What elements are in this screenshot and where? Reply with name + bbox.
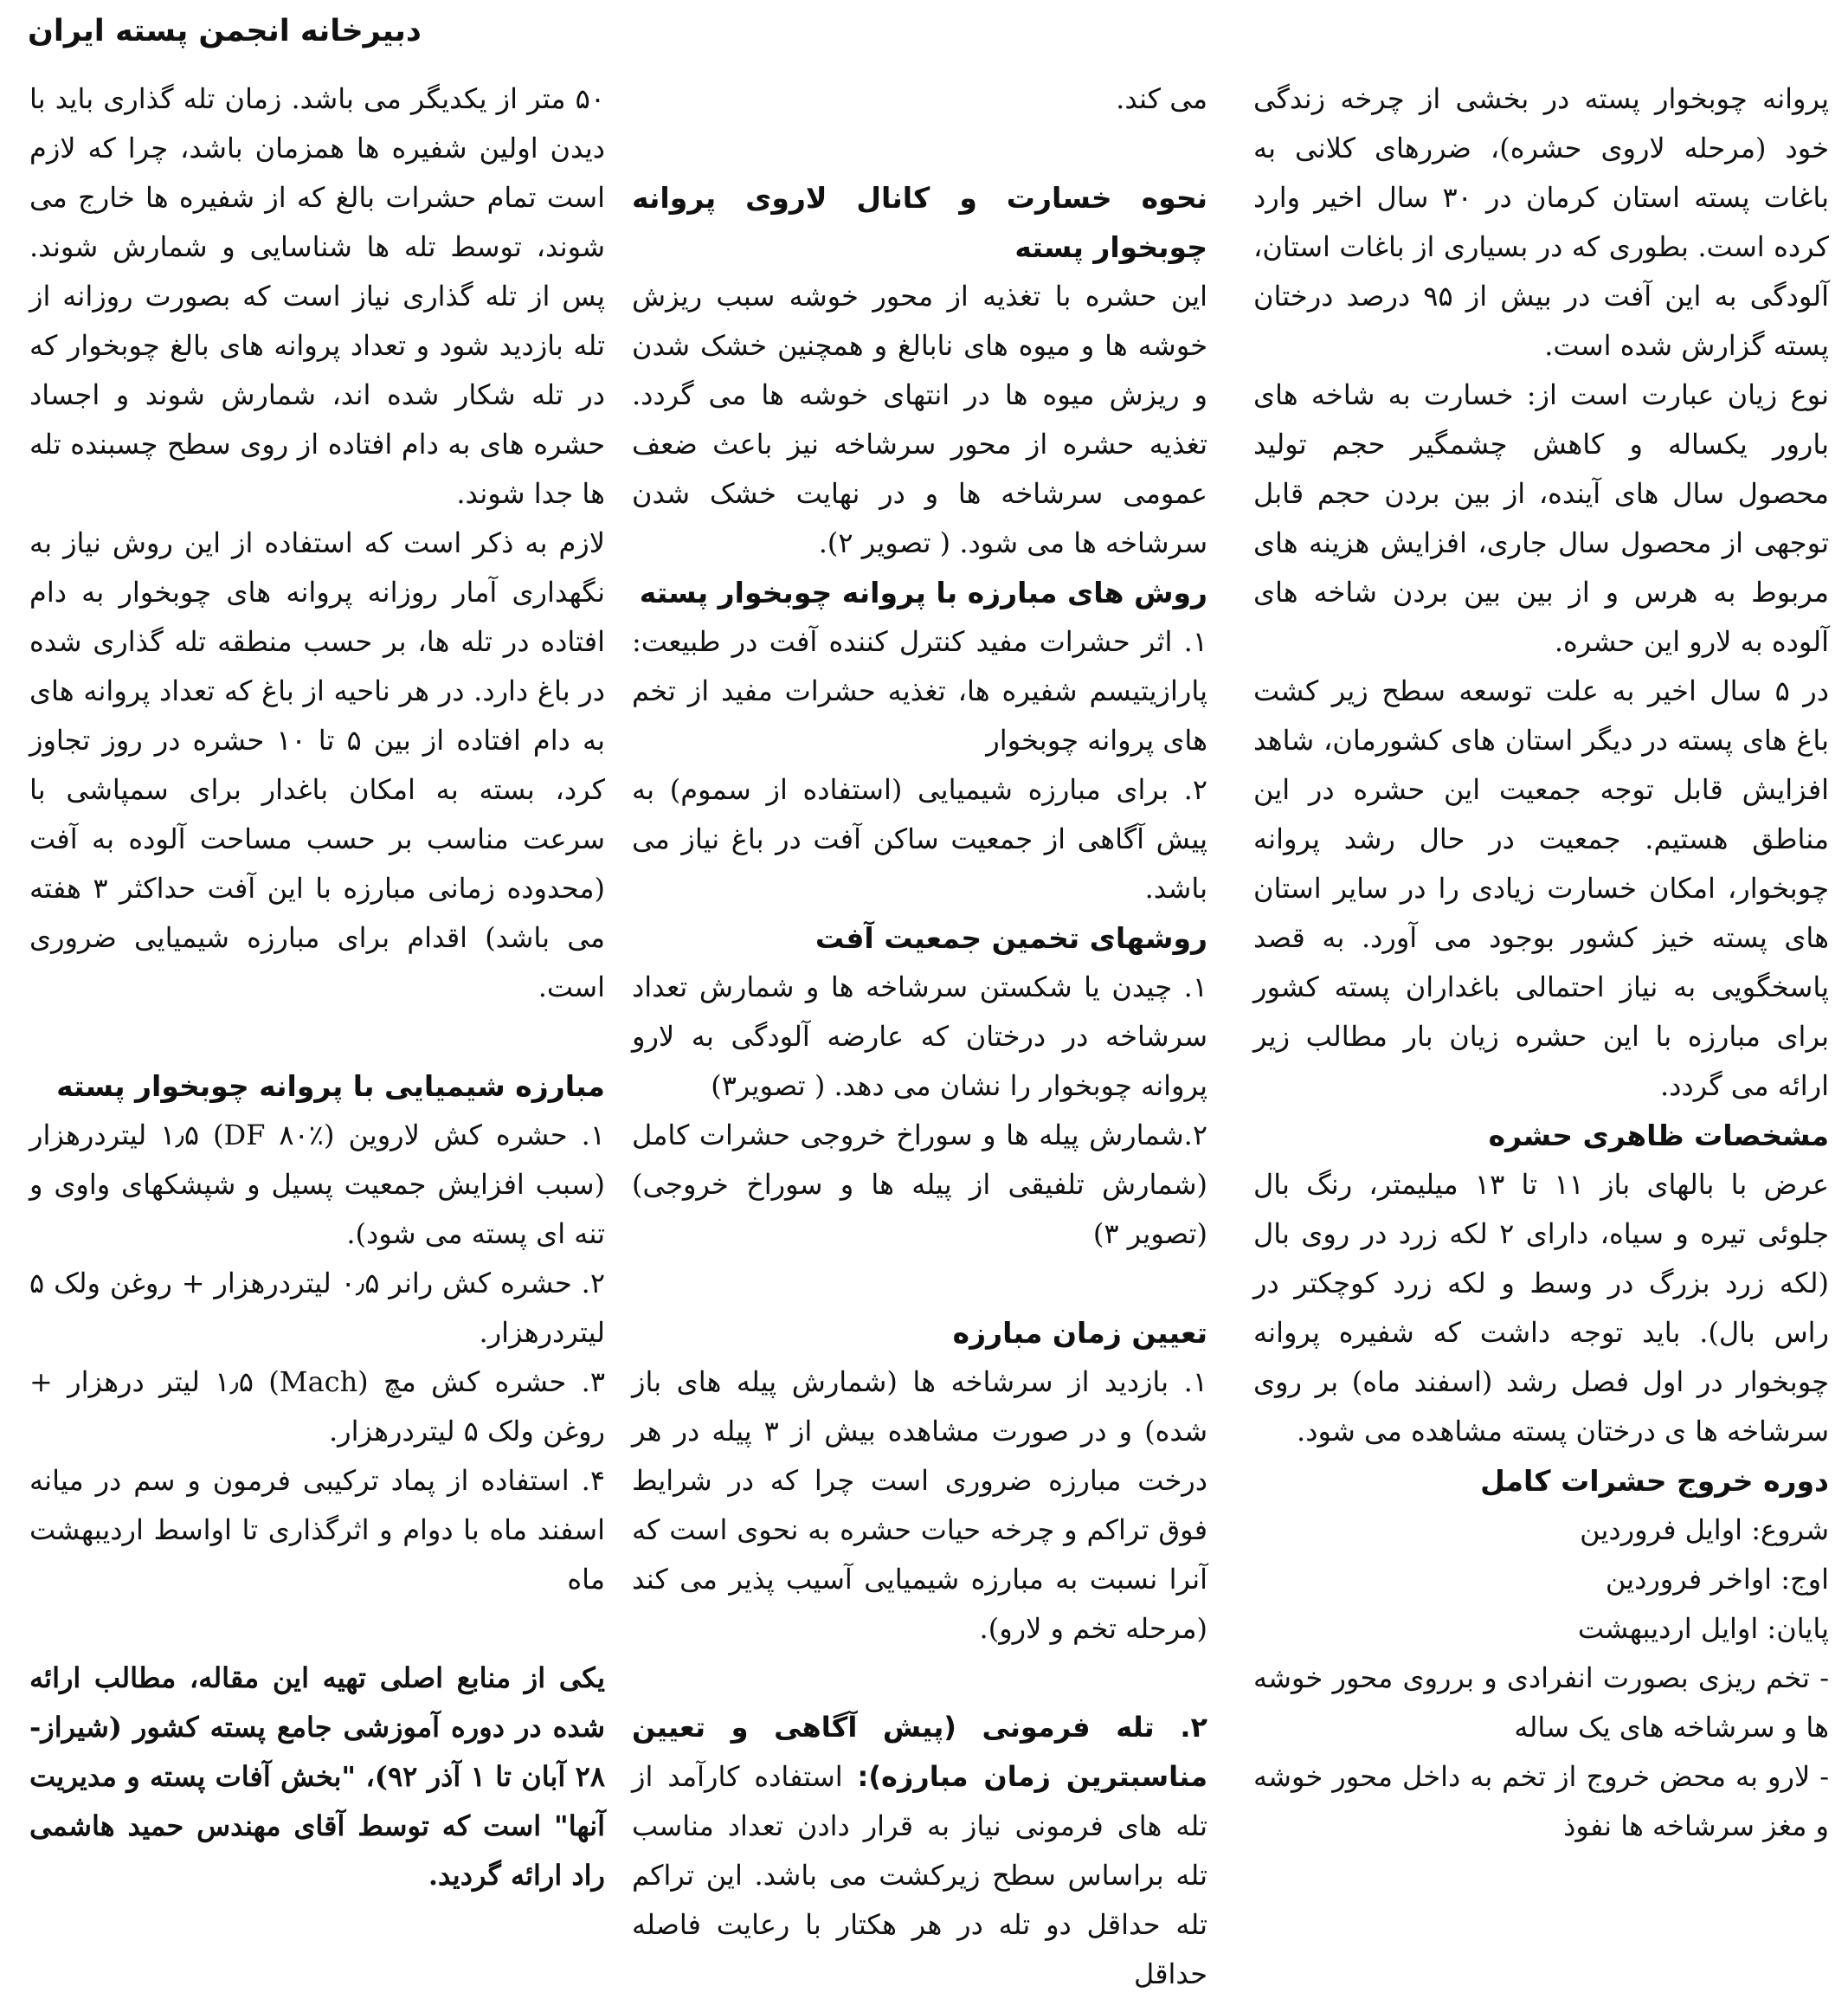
paragraph: اوج: اواخر فروردین [1605,1563,1829,1596]
section-heading: مشخصات ظاهری حشره [1488,1119,1829,1152]
column-2 [632,74,1207,1999]
paragraph: لازم به ذکر است که استفاده از این روش نیاز به نگهداری آمار روزانه پروانه های چوبخوار به دام افتاده در تله ها، بر حسب منطقه تله گذاری شده در باغ دارد. در هر ناحیه از باغ که تعداد پروانه های به دام افتاده از بین ۵ تا ۱۰ حشره در روز تجاوز کرد، بسته به امکان باغدار برای سمپاشی با سرعت مناسب بر حسب مساحت آلوده به آفت (محدوده زمانی مبارزه با این آفت حداکثر ۳ هفته می باشد) اقدام برای مبارزه شیمیایی ضروری است. [29,526,606,1003]
paragraph: ۴. استفاده از پماد ترکیبی فرمون و سم در میانه اسفند ماه با دوام و اثرگذاری تا اواسط اردیبهشت ماه [29,1464,605,1596]
paragraph: ۱. چیدن یا شکستن سرشاخه ها و شمارش تعداد سرشاخه در درختان که عارضه آلودگی به لارو پروانه چوبخوار را نشان می دهد. ( تصویر۳) [632,970,1207,1102]
spacer [632,124,1207,173]
column-1 [1253,74,1829,1851]
spacer [632,1654,1207,1703]
paragraph: - لارو به محض خروج از تخم به داخل محور خوشه و مغز سرشاخه ها نفوذ [1253,1760,1829,1842]
paragraph: شروع: اوایل فروردین [1580,1513,1829,1546]
paragraph: این حشره با تغذیه از محور خوشه سبب ریزش خوشه ها و میوه های نابالغ و همچنین خشک شدن و ریزش میوه ها در انتهای خوشه ها می گردد. تغذیه حشره از محور سرشاخه نیز باعث ضعف عمومی سرشاخه ها و در نهایت خشک شدن سرشاخه ها می شود. ( تصویر ۲). [632,280,1207,559]
paragraph: می کند. [1116,82,1207,115]
paragraph: ۲.شمارش پیله ها و سوراخ خروجی حشرات کامل (شمارش تلفیقی از پیله ها و سوراخ خروجی) (تصویر ۳) [632,1119,1207,1250]
paragraph-text: استفاده کارآمد از تله های فرمونی نیاز به قرار دادن تعداد مناسب تله براساس سطح زیرکشت می باشد. این تراکم تله حداقل دو تله در هر هکتار با رعایت فاصله حداقل [632,1760,1208,1990]
paragraph: پایان: اوایل اردیبهشت [1577,1612,1829,1645]
paragraph [632,1703,1207,1999]
paragraph: ۲. حشره کش رانر ۰٫۵ لیتردرهزار + روغن ولک ۵ لیتردرهزار. [29,1267,606,1349]
paragraph: ۱. اثر حشرات مفید کنترل کننده آفت در طبیعت: پارازیتیسم شفیره ها، تغذیه حشرات مفید از تخم های پروانه چوبخوار [632,625,1207,757]
paragraph: در ۵ سال اخیر به علت توسعه سطح زیر کشت باغ های پسته در دیگر استان های کشورمان، شاهد افزایش قابل توجه جمعیت این حشره در این مناطق هستیم. جمعیت در حال رشد پروانه چوبخوار، امکان خسارت زیادی را در سایر استان های پسته خیز کشور بوجود می آورد. به قصد پاسخگویی به نیاز احتمالی باغداران پسته کشور برای مبارزه با این حشره زیان بار مطالب زیر ارائه می گردد. [1253,674,1829,1102]
paragraph: ۱. بازدید از سرشاخه ها (شمارش پیله های باز شده) و در صورت مشاهده بیش از ۳ پیله در هر درخت مبارزه ضروری است چرا که در شرایط فوق تراکم و چرخه حیات حشره به نحوی است که آنرا نسبت به مبارزه شیمیایی آسیب پذیر می کند (مرحله تخم و لارو). [632,1365,1208,1645]
paragraph: ۲. برای مبارزه شیمیایی (استفاده از سموم) به پیش آگاهی از جمعیت ساکن آفت در باغ نیاز می باشد. [632,773,1207,905]
paragraph: ۱. حشره کش لاروین (DF ۸۰٪) ۱٫۵ لیتردرهزار (سبب افزایش جمعیت پسیل و شپشکهای واوی و تنه ای پسته می شود). [29,1119,606,1250]
section-heading: نحوه خسارت و کانال لاروی پروانه چوبخوار پسته [632,181,1207,264]
section-heading: تعیین زمان مبارزه [952,1316,1207,1350]
spacer [29,1012,605,1061]
paragraph: نوع زیان عبارت است از: خسارت به شاخه های بارور یکساله و کاهش چشمگیر حجم تولید محصول سال های آینده، از بین بردن حجم قابل توجهی از محصول سال جاری، افزایش هزینه های مربوط به هرس و از بین بین بردن شاخه های آلوده به لارو این حشره. [1253,378,1829,658]
paragraph: - تخم ریزی بصورت انفرادی و برروی محور خوشه ها و سرشاخه های یک ساله [1253,1661,1829,1744]
section-heading: دوره خروج حشرات کامل [1480,1464,1829,1498]
spacer [632,1259,1207,1308]
section-heading: روشهای تخمین جمعیت آفت [815,921,1207,955]
paragraph: ۵۰ متر از یکدیگر می باشد. زمان تله گذاری باید با دیدن اولین شفیره ها همزمان باشد، چرا که لازم است تمام حشرات بالغ که از شفیره ها خارج می شوند، توسط تله ها شناسایی و شمارش شوند. پس از تله گذاری نیاز است که بصورت روزانه از تله بازدید شود و تعداد پروانه های بالغ چوبخوار که در تله شکار شده اند، شمارش شوند و اجساد حشره های به دام افتاده از روی سطح چسبنده تله ها جدا شوند. [29,82,605,510]
source-note: یکی از منابع اصلی تهیه این مقاله، مطالب ارائه شده در دوره آموزشی جامع پسته کشور (شیراز- ۲۸ آبان تا ۱ آذر ۹۲)، "بخش آفات پسته و مدیریت آنها" است که توسط آقای مهندس حمید هاشمی راد ارائه گردید. [29,1661,606,1892]
page-header: دبیرخانه انجمن پسته ایران [28,14,422,48]
paragraph-bold-lead: ۲. تله فرمونی (پیش آگاهی و تعیین مناسبترین زمان مبارزه): [632,1711,1208,1793]
paragraph: پروانه چوبخوار پسته در بخشی از چرخه زندگی خود (مرحله لاروی حشره)، ضررهای کلانی به باغات پسته استان کرمان در ۳۰ سال اخیر وارد کرده است. بطوری که در بسیاری از باغات استان، آلودگی به این آفت در بیش از ۹۵ درصد درختان پسته گزارش شده است. [1253,82,1830,362]
paragraph: ۳. حشره کش مچ (Mach) ۱٫۵ لیتر درهزار + روغن ولک ۵ لیتردرهزار. [29,1365,606,1448]
spacer [29,1604,605,1654]
column-3 [29,74,605,1900]
section-heading: روش های مبارزه با پروانه چوبخوار پسته [639,576,1207,609]
section-heading: مبارزه شیمیایی با پروانه چوبخوار پسته [56,1069,605,1103]
paragraph: عرض با بالهای باز ۱۱ تا ۱۳ میلیمتر، رنگ بال جلوئی تیره و سیاه، دارای ۲ لکه زرد در روی بال (لکه زرد بزرگ در وسط و لکه زرد کوچکتر در راس بال). باید توجه داشت که شفیره پروانه چوبخوار در اول فصل رشد (اسفند ماه) بر روی سرشاخه ها ی درختان پسته مشاهده می شود. [1253,1168,1830,1448]
